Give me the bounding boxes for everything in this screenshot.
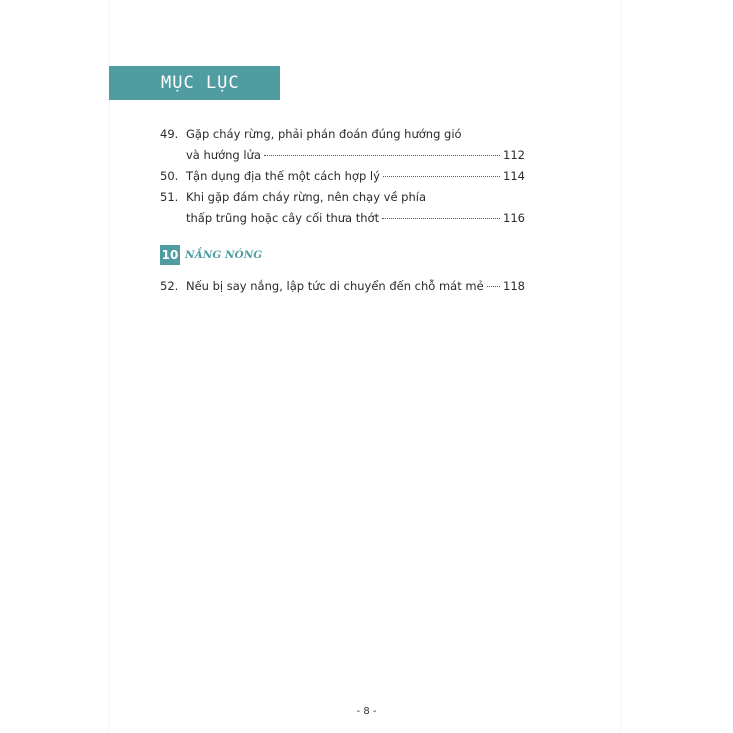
entry-number: 49. <box>160 127 179 141</box>
toc-entry-49[interactable] <box>160 127 525 163</box>
entry-number: 50. <box>160 169 179 183</box>
chapter-heading[interactable] <box>160 245 262 265</box>
chapter-title: NẮNG NÓNG <box>185 249 263 261</box>
toc-entry-51[interactable] <box>160 190 525 226</box>
entry-title-row <box>186 279 525 293</box>
toc-banner <box>109 66 280 100</box>
entry-title-line1: Khi gặp đám cháy rừng, nên chạy về phía <box>186 190 427 204</box>
entry-title-line1: Tận dụng địa thế một cách hợp lý <box>186 169 380 183</box>
toc-entry-50[interactable] <box>160 169 525 183</box>
entry-page-number: 118 <box>503 279 525 293</box>
entry-number: 52. <box>160 279 179 293</box>
entry-title-line1: Gặp cháy rừng, phải phán đoán đúng hướng gió <box>186 127 462 141</box>
dot-leader <box>382 218 500 219</box>
toc-heading: MỤC LỤC <box>161 73 240 93</box>
dot-leader <box>383 176 500 177</box>
toc-entry-52[interactable] <box>160 279 525 293</box>
dot-leader <box>264 155 500 156</box>
entry-page-number: 112 <box>503 148 525 162</box>
chapter-number-badge: 10 <box>160 245 180 265</box>
entry-title-line2: thấp trũng hoặc cây cối thưa thớt <box>186 211 380 225</box>
entry-title-line1: Nếu bị say nắng, lập tức di chuyển đến chỗ mát mẻ <box>186 279 484 293</box>
page-sheet <box>110 0 620 733</box>
footer-page-number: - 8 - <box>356 706 377 717</box>
entry-title-row <box>186 169 525 183</box>
entry-title-line2: và hướng lửa <box>186 148 261 162</box>
entry-title-line2-row <box>186 148 525 162</box>
entry-title-line2-row <box>186 211 525 225</box>
entry-number: 51. <box>160 190 179 204</box>
dot-leader <box>487 286 500 287</box>
entry-page-number: 116 <box>503 211 525 225</box>
entry-page-number: 114 <box>503 169 525 183</box>
